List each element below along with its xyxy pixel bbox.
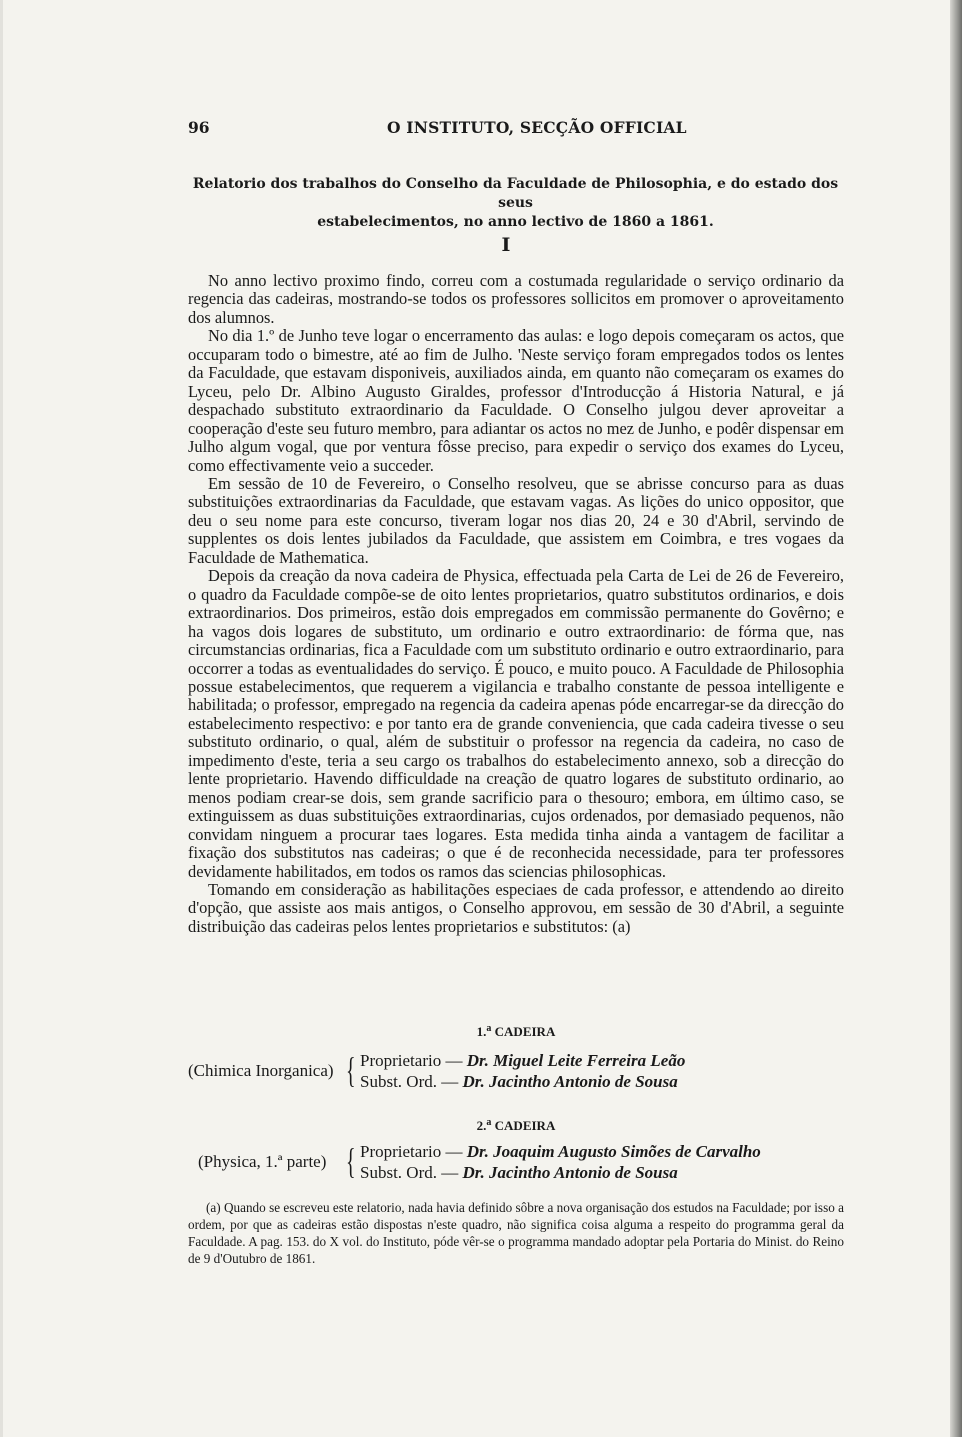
brace-symbol: { — [346, 1141, 356, 1181]
cadeira-subject: (Physica, 1.ª parte) — [198, 1152, 327, 1171]
cadeira-number-sup: a — [486, 1023, 492, 1034]
footnote-text: (a) Quando se escreveu este relatorio, nada havia definido sôbre a nova organisação dos estudos na Faculdade; por isso a ordem, por que as cadeiras estão dispostas n'este quadro, não significa coisa alguma a respeito do programma geral da Faculdade. A pag. 153. do X vol. do Instituto, póde vêr-se o programma mandado adoptar pela Portaria do Minist. do Reino de 9 d'Outubro de 1861. — [188, 1200, 844, 1266]
page-number: 96 — [188, 118, 210, 137]
report-title-line-2: estabelecimentos, no anno lectivo de 1860 a 1861. — [317, 214, 714, 230]
paragraph: Depois da creação da nova cadeira de Physica, effectuada pela Carta de Lei de 26 de Fevereiro, o quadro da Faculdade compõe-se de oito lentes proprietarios, quatro substitutos ordinarios, e dois extraordinarios. Dos primeiros, estão dois empregados em commissão permanente do Govêrno; e ha vagos dois logares de substituto, um ordinario e outro extraordinario: de fórma que, nas circumstancias ordinarias, fica a Faculdade com um substituto ordinario e outro extraordinario, para occorrer a todas as eventualidades do serviço. É pouco, e muito pouco. A Faculdade de Philosophia possue estabelecimentos, que requerem a vigilancia e trabalho constante de pessoa intelligente e habilitada; o professor, empregado na regencia da cadeira apenas póde encarregar-se da direcção do estabelecimento respectivo: e por tanto era de grande conveniencia, que cada cadeira tivesse o seu substituto ordinario, o qual, além de substituir o professor na regencia da cadeira, no caso de impedimento d'este, teria a seu cargo os trabalhos do estabelecimento annexo, sob a direcção do lente proprietario. Havendo difficuldade na creação de quatro logares de substituto ordinario, ao menos podiam crear-se dois, sem grande sacrificio para o thesouro; embora, em último caso, se extinguissem as duas substituições extraordinarias, cujos ordenados, por demasiado pequenos, não convidam ninguem a procurar taes logares. Esta medida tinha ainda a vantagem de facilitar a fixação dos substitutos nas cadeiras; o que é de reconhecida necessidade, para ter professores devidamente habilitados, em todos os ramos das sciencias philosophicas. — [188, 566, 844, 881]
proprietario-name: Dr. Miguel Leite Ferreira Leão — [466, 1051, 686, 1070]
substituto-row — [360, 1163, 678, 1182]
cadeira-subject: (Chimica Inorganica) — [188, 1061, 334, 1080]
cadeira-number-sup: a — [486, 1117, 492, 1128]
page-left-edge — [0, 0, 3, 1437]
footnote — [188, 1199, 844, 1267]
section-number: I — [501, 234, 511, 256]
paragraph: Tomando em consideração as habilitações especiaes de cada professor, e attendendo ao direito d'opção, que assiste aos mais antigos, o Conselho approvou, em sessão de 30 d'Abril, a seguinte distribuição das cadeiras pelos lentes proprietarios e substitutos: (a) — [188, 879, 844, 936]
proprietario-row — [360, 1051, 685, 1070]
page-right-edge-shadow — [950, 0, 962, 1437]
cadeira-label: CADEIRA — [494, 1024, 556, 1039]
substituto-row — [360, 1072, 678, 1091]
proprietario-row — [360, 1142, 761, 1161]
substituto-name: Dr. Jacintho Antonio de Sousa — [462, 1163, 678, 1182]
cadeira-heading-2 — [188, 1117, 844, 1134]
cadeira-heading-1 — [188, 1023, 844, 1040]
cadeira-assignment-2 — [198, 1140, 844, 1186]
paragraph: Em sessão de 10 de Fevereiro, o Conselho resolveu, que se abrisse concurso para as duas substituições extraordinarias da Faculdade, que estavam vagas. As lições do unico oppositor, que deu o seu nome para este concurso, tiveram logar nos dias 20, 24 e 30 d'Abril, servindo de supplentes os dois lentes jubilados da Faculdade, que assistem em Coimbra, e tres vogaes da Faculdade de Mathematica. — [188, 473, 844, 567]
proprietario-label: Proprietario — — [360, 1051, 463, 1070]
substituto-label: Subst. Ord. — — [360, 1072, 459, 1091]
running-title: O INSTITUTO, SECÇÃO OFFICIAL — [387, 118, 687, 137]
proprietario-label: Proprietario — — [360, 1142, 463, 1161]
paragraph: No anno lectivo proximo findo, correu com a costumada regularidade o serviço ordinario da regencia das cadeiras, mostrando-se todos os professores sollicitos em promover o aproveitamento dos alumnos. — [188, 271, 844, 327]
cadeira-number: 1. — [476, 1024, 487, 1039]
page-header — [188, 118, 838, 142]
substituto-label: Subst. Ord. — — [360, 1163, 459, 1182]
brace-symbol: { — [346, 1050, 356, 1090]
report-title-line-1: Relatorio dos trabalhos do Conselho da Faculdade de Philosophia, e do estado dos seus — [192, 176, 839, 211]
cadeira-number: 2. — [476, 1118, 487, 1133]
paragraph: No dia 1.º de Junho teve logar o encerramento das aulas: e logo depois começaram os actos, que occuparam todo o bimestre, até ao fim de Julho. 'Neste serviço foram empregados todos os lentes da Faculdade, que estavam disponiveis, auxiliados ainda, em quanto não começaram os exames do Lyceu, pelo Dr. Albino Augusto Giraldes, professor d'Introducção á Historia Natural, e já despachado substituto extraordinario da Faculdade. O Conselho julgou dever aproveitar a cooperação d'este seu futuro membro, para adiantar os actos no mez de Junho, e podêr dispensar em Julho algum vogal, que por ventura fôsse preciso, para expedir o serviço dos exames do Lyceu, como effectivamente veio a succeder. — [188, 326, 844, 475]
proprietario-name: Dr. Joaquim Augusto Simões de Carvalho — [466, 1142, 761, 1161]
body-text — [188, 272, 844, 936]
cadeira-assignment-1 — [188, 1049, 844, 1095]
substituto-name: Dr. Jacintho Antonio de Sousa — [462, 1072, 678, 1091]
report-title — [188, 175, 843, 232]
cadeira-label: CADEIRA — [494, 1118, 556, 1133]
